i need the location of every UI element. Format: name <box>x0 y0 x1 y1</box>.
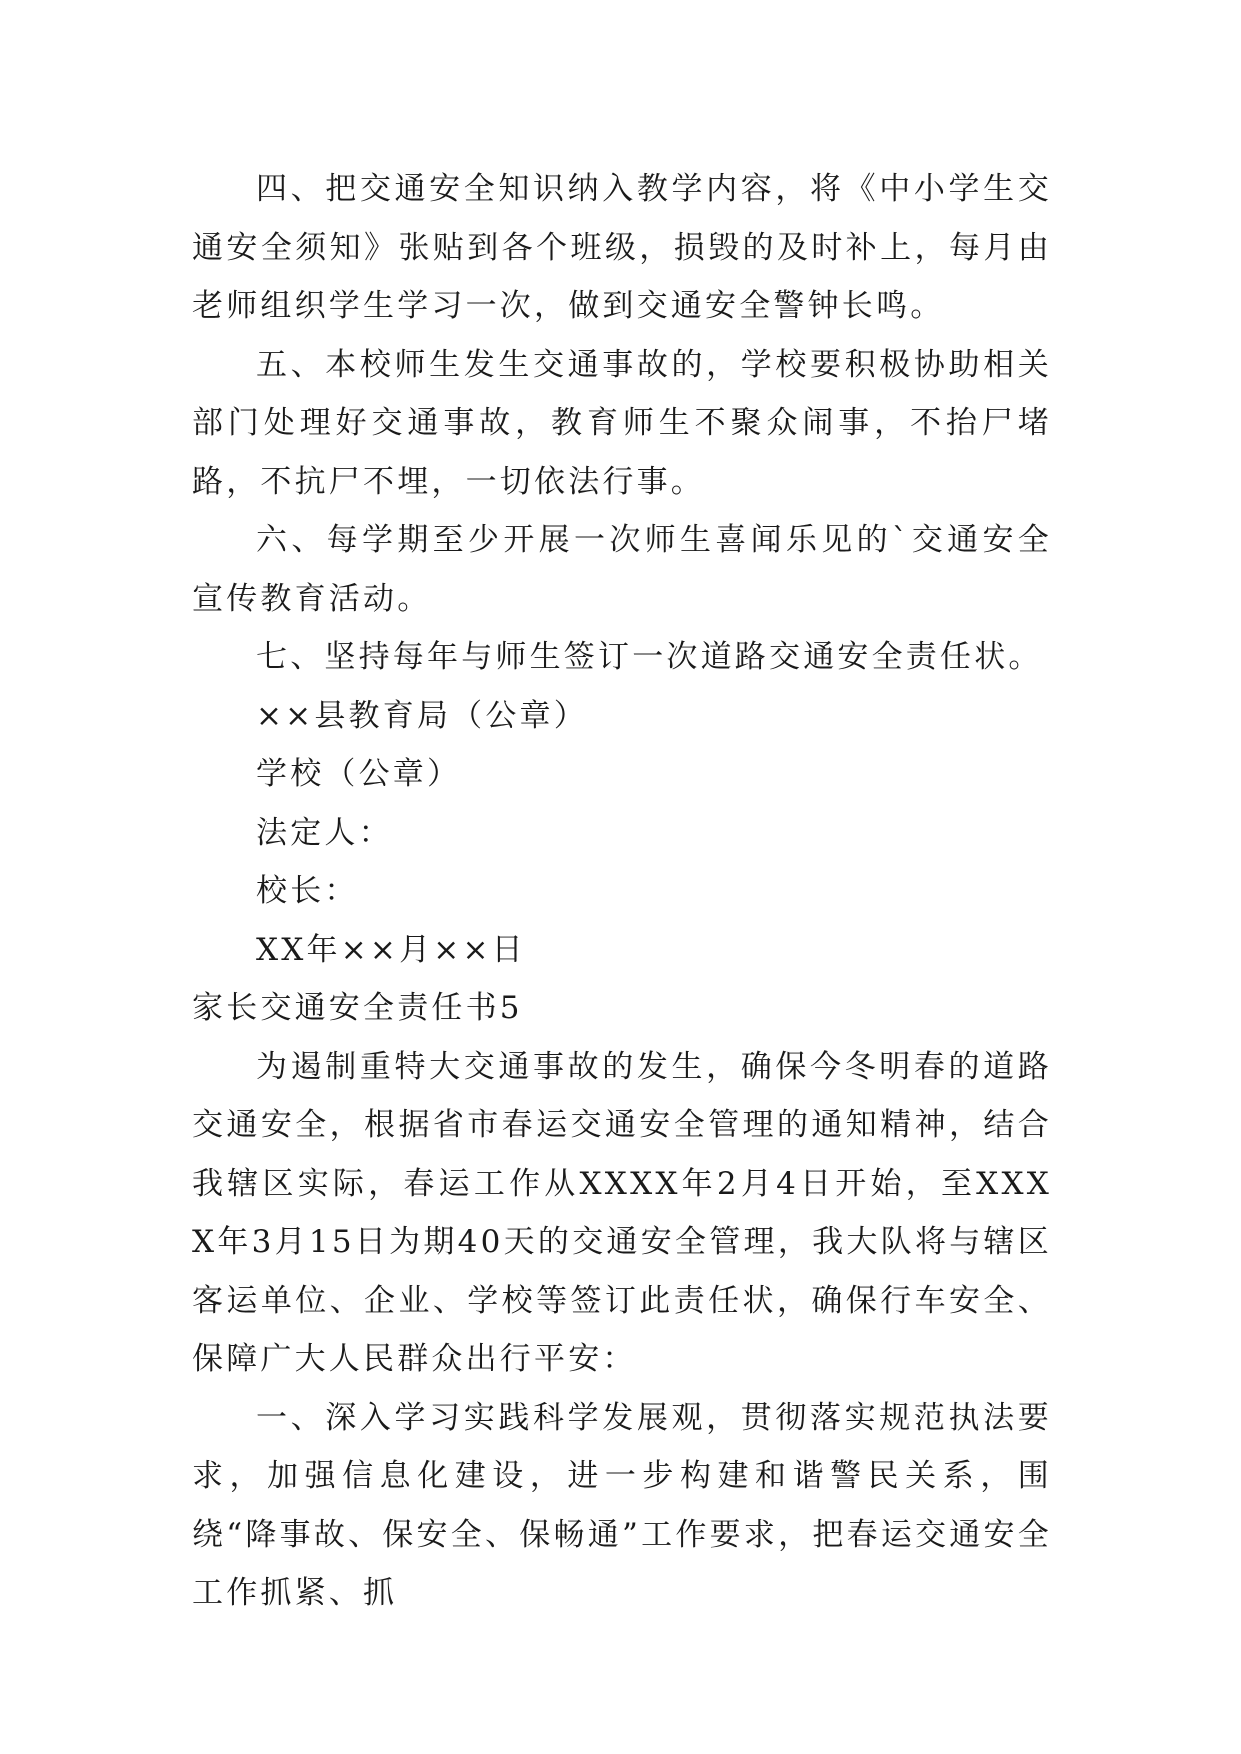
section-heading: 家长交通安全责任书5 <box>192 990 523 1026</box>
document-body <box>192 160 1052 1623</box>
signature-school: 学校（公章） <box>256 756 462 792</box>
signature-legal-person: 法定人： <box>256 814 393 851</box>
paragraph-intro: 为遏制重特大交通事故的发生，确保今冬明春的道路交通安全，根据省市春运交通安全管理的通知精神，结合我辖区实际，春运工作从XXXX年2月4日开始，至XXXX年3月15日为期40天的交通安全管理，我大队将与辖区客运单位、企业、学校等签订此责任状，确保行车安全、保障广大人民群众出行平安： <box>192 1048 1052 1377</box>
signature-principal: 校长： <box>256 873 359 909</box>
paragraph-item-1: 一、深入学习实践科学发展观，贯彻落实规范执法要求，加强信息化建设，进一步构建和谐警民关系，围绕“降事故、保安全、保畅通”工作要求，把春运交通安全工作抓紧、抓 <box>192 1399 1052 1611</box>
paragraph-item-6: 六、每学期至少开展一次师生喜闻乐见的`交通安全宣传教育活动。 <box>192 522 1052 617</box>
paragraph-item-4: 四、把交通安全知识纳入教学内容，将《中小学生交通安全须知》张贴到各个班级，损毁的及时补上，每月由老师组织学生学习一次，做到交通安全警钟长鸣。 <box>192 171 1052 324</box>
signature-date: XX年××月××日 <box>256 931 526 968</box>
paragraph-item-5: 五、本校师生发生交通事故的，学校要积极协助相关部门处理好交通事故，教育师生不聚众闹事，不抬尸堵路，不抗尸不埋，一切依法行事。 <box>192 346 1052 500</box>
paragraph-item-7: 七、坚持每年与师生签订一次道路交通安全责任状。 <box>256 639 1043 675</box>
signature-bureau: ××县教育局（公章） <box>256 697 588 734</box>
